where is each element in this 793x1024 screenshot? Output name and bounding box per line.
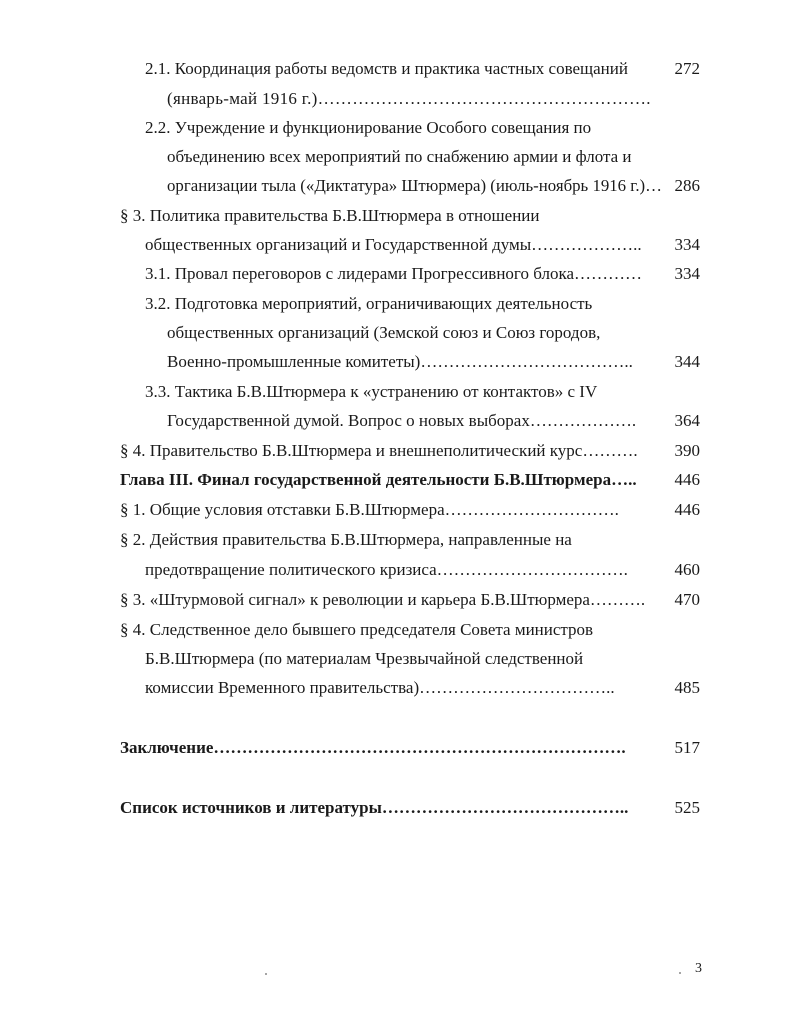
toc-page-number: 517 <box>674 738 700 757</box>
toc-page-number: 525 <box>674 798 700 817</box>
toc-page-number: 272 <box>674 59 700 78</box>
toc-line: Государственной думой. Вопрос о новых выборах………………. <box>167 411 637 430</box>
toc-line: 2.2. Учреждение и функционирование Особого совещания по <box>145 118 592 137</box>
page-number: 3 <box>695 961 702 976</box>
toc-line: Б.В.Штюрмера (по материалам Чрезвычайной следственной <box>145 649 584 668</box>
toc-line: общественных организаций и Государственной думы……………….. <box>145 235 642 254</box>
toc-line: (январь-май 1916 г.)…………………………………………………. <box>167 89 651 108</box>
toc-line: 2.1. Координация работы ведомств и практика частных совещаний <box>145 59 628 78</box>
toc-line: § 4. Следственное дело бывшего председателя Совета министров <box>120 620 594 639</box>
scan-speck <box>265 973 267 975</box>
toc-line: 3.3. Тактика Б.В.Штюрмера к «устранению от контактов» с IV <box>145 382 598 401</box>
toc-page-number: 446 <box>674 500 700 519</box>
toc-bibliography-title: Список источников и литературы…………………………………….. <box>120 798 629 817</box>
toc-page-number: 390 <box>674 441 700 460</box>
toc-page-number: 485 <box>674 678 700 697</box>
toc-line: предотвращение политического кризиса……………………………. <box>145 560 628 579</box>
toc-page-number: 446 <box>674 470 700 489</box>
toc-page-number: 344 <box>674 352 700 371</box>
toc-line: общественных организаций (Земской союз и Союз городов, <box>167 323 601 342</box>
toc-page-number: 286 <box>674 176 700 195</box>
toc-line: § 3. Политика правительства Б.В.Штюрмера в отношении <box>120 206 540 225</box>
toc-page-number: 470 <box>674 590 700 609</box>
toc-line: организации тыла («Диктатура» Штюрмера) (июль-ноябрь 1916 г.)… <box>167 176 662 195</box>
scan-speck <box>679 972 681 974</box>
toc-conclusion-title: Заключение………………………………………………………………. <box>120 738 626 757</box>
toc-line: Военно-промышленные комитеты)……………………………….. <box>167 352 633 371</box>
toc-line: 3.1. Провал переговоров с лидерами Прогрессивного блока………… <box>145 264 642 283</box>
toc-line: комиссии Временного правительства)…………………………….. <box>145 678 615 697</box>
toc-line: § 1. Общие условия отставки Б.В.Штюрмера…………………………. <box>120 500 619 519</box>
toc-line: объединению всех мероприятий по снабжению армии и флота и <box>167 147 632 166</box>
toc-line: 3.2. Подготовка мероприятий, ограничивающих деятельность <box>145 294 593 313</box>
toc-page-number: 364 <box>674 411 700 430</box>
toc-chapter-title: Глава III. Финал государственной деятельности Б.В.Штюрмера….. <box>120 470 637 489</box>
toc-line: § 2. Действия правительства Б.В.Штюрмера, направленные на <box>120 530 572 549</box>
toc-line: § 4. Правительство Б.В.Штюрмера и внешнеполитический курс………. <box>120 441 638 460</box>
toc-line: § 3. «Штурмовой сигнал» к революции и карьера Б.В.Штюрмера………. <box>120 590 646 609</box>
toc-page-number: 460 <box>674 560 700 579</box>
toc-page-number: 334 <box>674 235 700 254</box>
toc-page-number: 334 <box>674 264 700 283</box>
